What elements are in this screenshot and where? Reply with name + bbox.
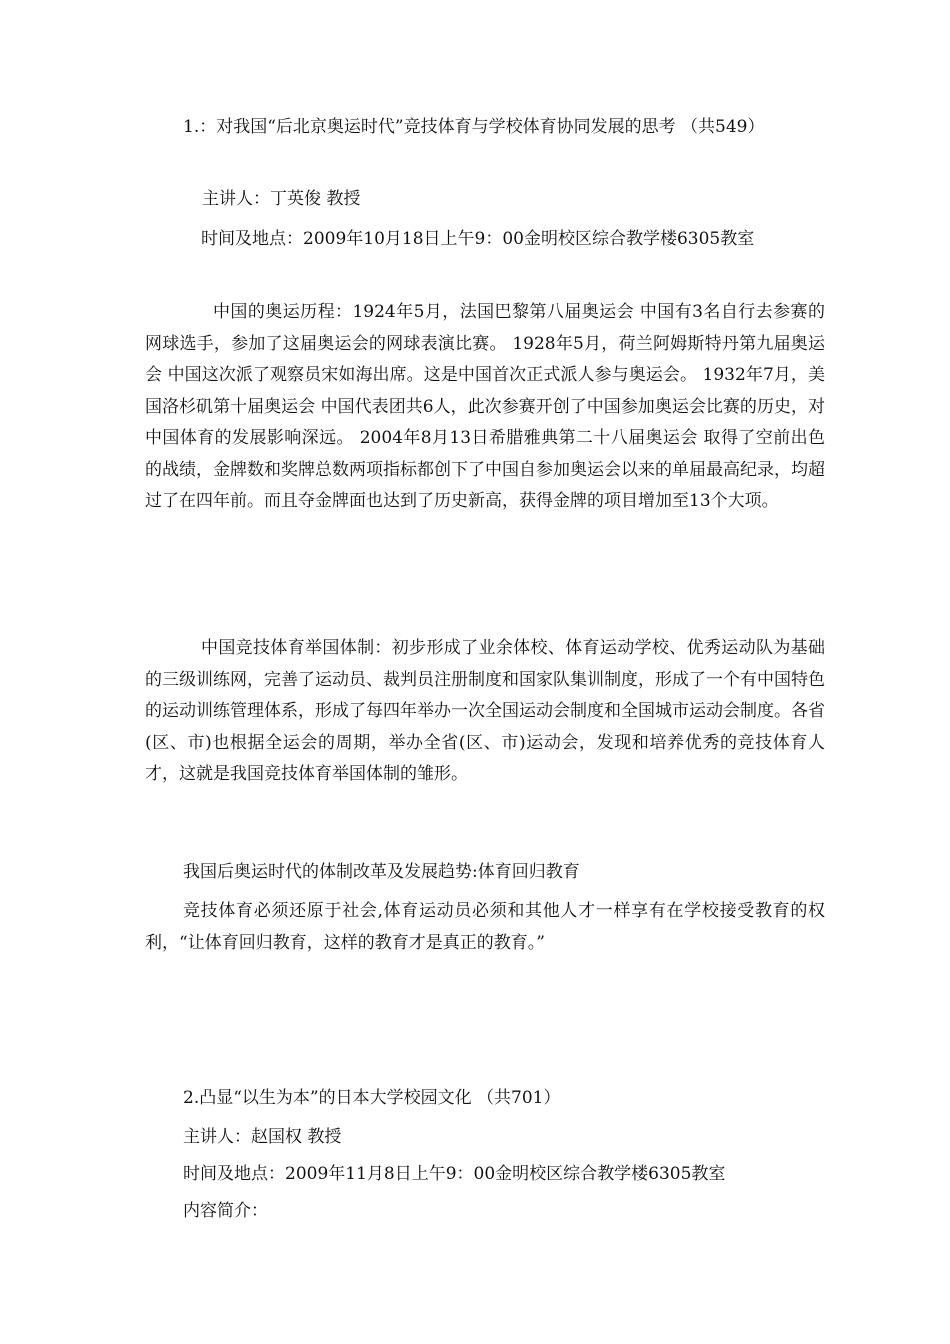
lecture-1-speaker: 主讲人：丁英俊 教授 [202, 189, 361, 209]
lecture-2-summary-label: 内容简介： [183, 1201, 268, 1221]
lecture-1-reform-heading: 我国后奥运时代的体制改革及发展趋势:体育回归教育 [183, 862, 580, 882]
lecture-1-title: 1.：对我国“后北京奥运时代”竞技体育与学校体育协同发展的思考 （共549） [183, 117, 765, 137]
lecture-2-time-place: 时间及地点：2009年11月8日上午9：00金明校区综合教学楼6305教室 [183, 1164, 726, 1184]
lecture-2-speaker: 主讲人：赵国权 教授 [183, 1127, 342, 1147]
lecture-1-reform-paragraph: 竞技体育必须还原于社会,体育运动员必须和其他人才一样享有在学校接受教育的权利，“让体育回归教育，这样的教育才是真正的教育。” [145, 901, 825, 953]
lecture-1-time-place: 时间及地点：2009年10月18日上午9：00金明校区综合教学楼6305教室 [201, 229, 755, 249]
lecture-1-system-paragraph: 中国竞技体育举国体制：初步形成了业余体校、体育运动学校、优秀运动队为基础的三级训练网，完善了运动员、裁判员注册制度和国家队集训制度，形成了一个有中国特色的运动训练管理体系，形成了每四年举办一次全国运动会制度和全国城市运动会制度。各省(区、市)也根据全运会的周期，举办全省(区、市)运动会，发现和培养优秀的竞技体育人才，这就是我国竞技体育举国体制的雏形。 [145, 638, 825, 784]
lecture-1-olympics-paragraph: 中国的奥运历程：1924年5月，法国巴黎第八届奥运会 中国有3名自行去参赛的网球选手，参加了这届奥运会的网球表演比赛。 1928年5月，荷兰阿姆斯特丹第九届奥运会 中国这次派了观察员宋如海出席。这是中国首次正式派人参与奥运会。 1932年7月，美国洛杉矶第十届奥运会 中国代表团共6人，此次参赛开创了中国参加奥运会比赛的历史，对中国体育的发展影响深远。 2004年8月13日希腊雅典第二十八届奥运会 取得了空前出色的战绩，金牌数和奖牌总数两项指标都创下了中国自参加奥运会以来的单届最高纪录，均超过了在四年前。而且夺金牌面也达到了历史新高，获得金牌的项目增加至13个大项。 [145, 302, 825, 511]
lecture-2-title: 2.凸显“以生为本”的日本大学校园文化 （共701） [183, 1088, 561, 1108]
